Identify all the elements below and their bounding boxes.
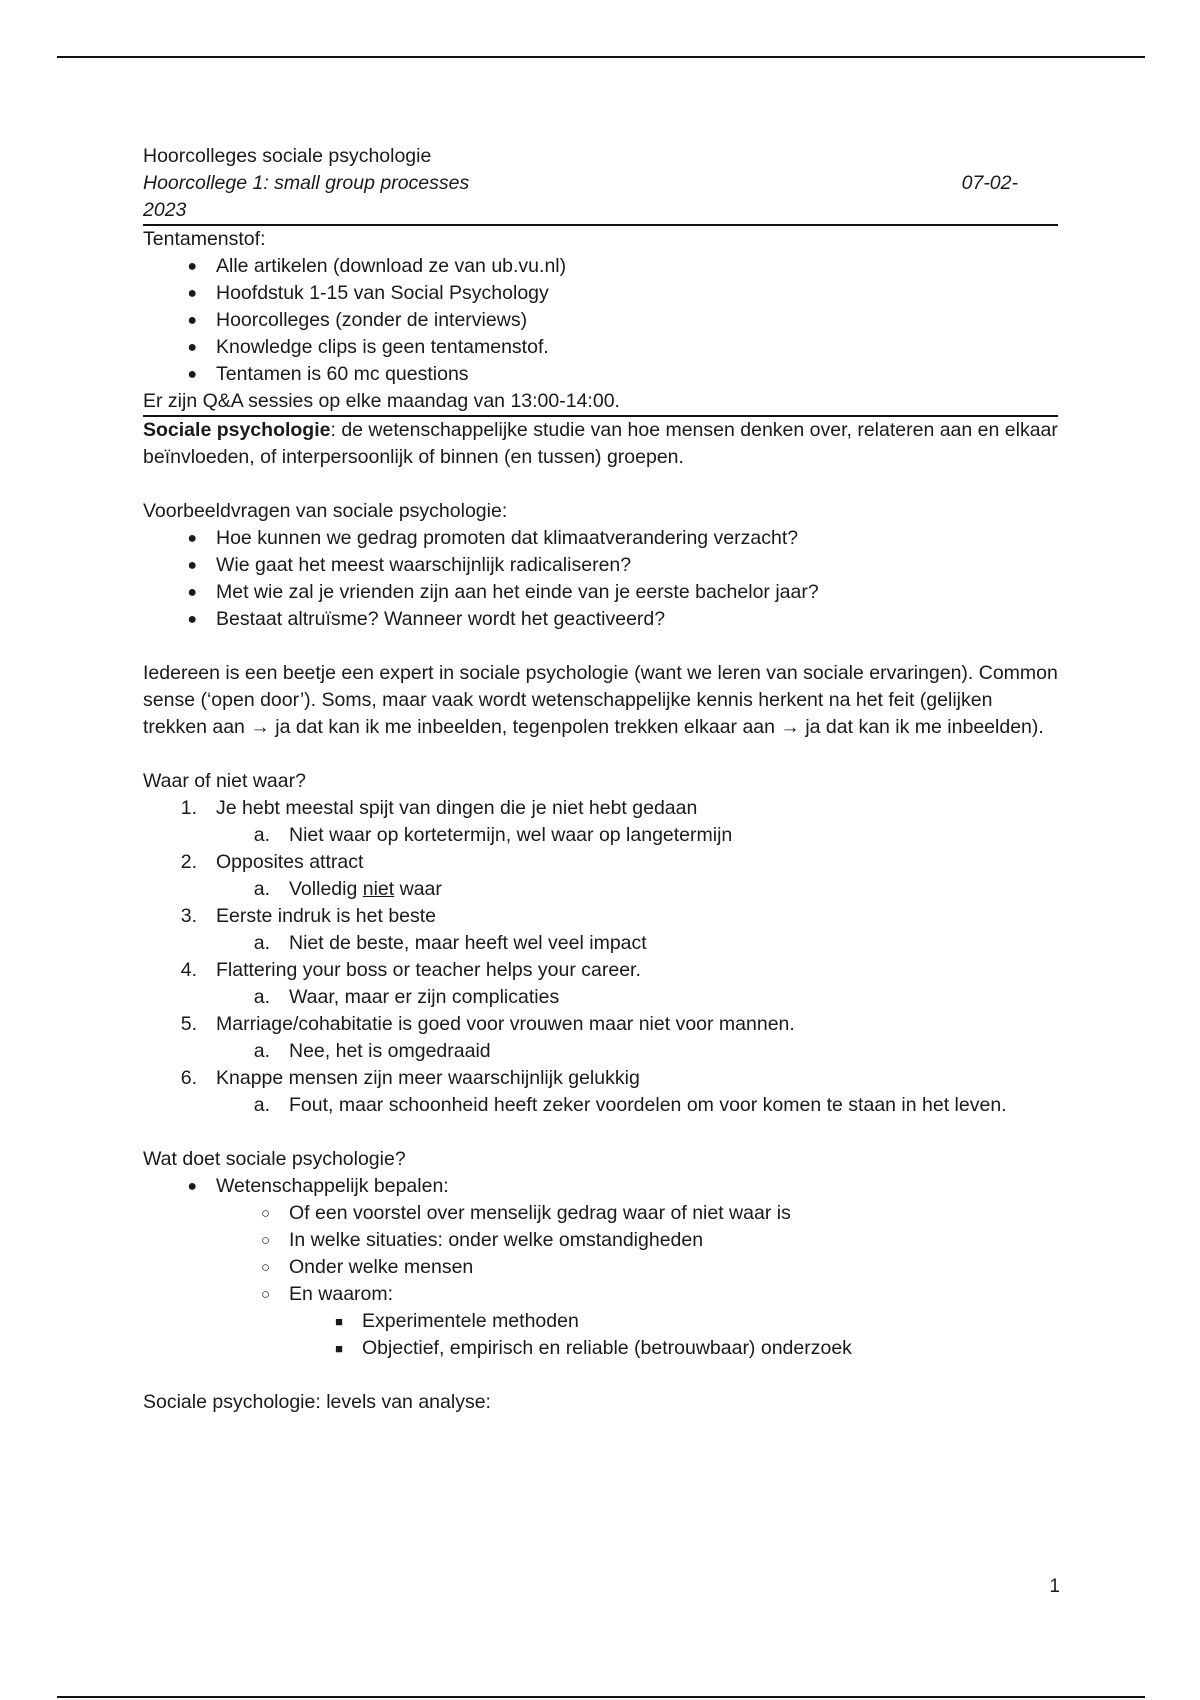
definition-text: : de wetenschappelijke studie van hoe mensen denken over, relateren aan en elkaar beïnvloeden, of interpersoonlijk of binnen (en tussen) groepen. bbox=[143, 419, 1058, 468]
list-item: ● Bestaat altruïsme? Wanneer wordt het geactiveerd? bbox=[143, 606, 1058, 633]
top-rule bbox=[57, 56, 1145, 58]
bullet-icon: ● bbox=[187, 258, 197, 275]
lecture-date-year: 2023 bbox=[143, 197, 1058, 226]
circle-bullet-icon: ○ bbox=[260, 1286, 270, 1303]
bullet-icon: ● bbox=[187, 366, 197, 383]
list-item: ● Tentamen is 60 mc questions bbox=[143, 361, 1058, 388]
list-item: ● Hoe kunnen we gedrag promoten dat klimaatverandering verzacht? bbox=[143, 525, 1058, 552]
list-item: ● Met wie zal je vrienden zijn aan het einde van je eerste bachelor jaar? bbox=[143, 579, 1058, 606]
list-item: ○ En waarom: bbox=[143, 1281, 1058, 1308]
document-body bbox=[143, 143, 1058, 1416]
circle-bullet-icon: ○ bbox=[260, 1259, 270, 1276]
square-bullet-icon: ■ bbox=[335, 1341, 343, 1356]
square-bullet-icon: ■ bbox=[335, 1314, 343, 1329]
lecture-date: 07-02- bbox=[961, 172, 1018, 194]
bullet-icon: ● bbox=[187, 584, 197, 601]
quiz-question: 3. Eerste indruk is het beste bbox=[180, 905, 437, 927]
definition-term: Sociale psychologie bbox=[143, 419, 331, 441]
lecture-subtitle: Hoorcollege 1: small group processes bbox=[143, 172, 470, 194]
tentamen-label: Tentamenstof: bbox=[143, 228, 266, 250]
list-item: ■ Objectief, empirisch en reliable (betrouwbaar) onderzoek bbox=[143, 1335, 1058, 1362]
quiz-question: 1. Je hebt meestal spijt van dingen die je niet hebt gedaan bbox=[180, 797, 698, 819]
document-title: Hoorcolleges sociale psychologie bbox=[143, 145, 432, 167]
list-item: ● Hoorcolleges (zonder de interviews) bbox=[143, 307, 1058, 334]
list-item: ● Knowledge clips is geen tentamenstof. bbox=[143, 334, 1058, 361]
bottom-rule bbox=[57, 1696, 1145, 1698]
levels-heading: Sociale psychologie: levels van analyse: bbox=[143, 1391, 491, 1413]
underlined-word: niet bbox=[362, 878, 395, 900]
bullet-icon: ● bbox=[187, 611, 197, 628]
quiz-label: Waar of niet waar? bbox=[143, 770, 306, 792]
list-item: ■ Experimentele methoden bbox=[143, 1308, 1058, 1335]
expert-paragraph: Iedereen is een beetje een expert in sociale psychologie (want we leren van sociale ervaringen). Common sense (‘open door’). Soms, maar vaak wordt wetenschappelijke kennis herkent na het feit (gelijken trekken aan → ja dat kan ik me inbeelden, tegenpolen trekken elkaar aan → ja dat kan ik me inbeelden). bbox=[143, 662, 1058, 738]
bullet-icon: ● bbox=[187, 557, 197, 574]
quiz-answer: a. Nee, het is omgedraaid bbox=[253, 1040, 491, 1062]
qa-note: Er zijn Q&A sessies op elke maandag van 13:00-14:00. bbox=[143, 388, 1058, 417]
lecture-heading bbox=[143, 170, 1058, 197]
circle-bullet-icon: ○ bbox=[260, 1232, 270, 1249]
list-item: ○ In welke situaties: onder welke omstandigheden bbox=[143, 1227, 1058, 1254]
definition-paragraph bbox=[143, 417, 1058, 471]
examples-label: Voorbeeldvragen van sociale psychologie: bbox=[143, 500, 508, 522]
list-item: ● Wie gaat het meest waarschijnlijk radicaliseren? bbox=[143, 552, 1058, 579]
quiz-answer: a. Waar, maar er zijn complicaties bbox=[253, 986, 560, 1008]
list-item: ○ Of een voorstel over menselijk gedrag waar of niet waar is bbox=[143, 1200, 1058, 1227]
quiz-answer: a. Niet de beste, maar heeft wel veel impact bbox=[253, 932, 647, 954]
bullet-icon: ● bbox=[187, 1178, 197, 1195]
quiz-question: 5. Marriage/cohabitatie is goed voor vrouwen maar niet voor mannen. bbox=[180, 1013, 795, 1035]
quiz-question: 4. Flattering your boss or teacher helps your career. bbox=[180, 959, 641, 981]
quiz-question: 2. Opposites attract bbox=[180, 851, 364, 873]
list-item: ● Alle artikelen (download ze van ub.vu.nl) bbox=[143, 253, 1058, 280]
quiz-question: 6. Knappe mensen zijn meer waarschijnlijk gelukkig bbox=[180, 1067, 640, 1089]
circle-bullet-icon: ○ bbox=[260, 1205, 270, 1222]
bullet-icon: ● bbox=[187, 530, 197, 547]
quiz-answer: a. Fout, maar schoonheid heeft zeker voordelen om voor komen te staan in het leven. bbox=[253, 1094, 1007, 1116]
page-number: 1 bbox=[1049, 1576, 1060, 1597]
list-item: ○ Onder welke mensen bbox=[143, 1254, 1058, 1281]
bullet-icon: ● bbox=[187, 312, 197, 329]
bullet-icon: ● bbox=[187, 285, 197, 302]
list-item: ● Hoofdstuk 1-15 van Social Psychology bbox=[143, 280, 1058, 307]
what-label: Wat doet sociale psychologie? bbox=[143, 1148, 406, 1170]
list-item: ● Wetenschappelijk bepalen: bbox=[143, 1173, 1058, 1200]
quiz-answer: a. Niet waar op kortetermijn, wel waar op langetermijn bbox=[253, 824, 733, 846]
bullet-icon: ● bbox=[187, 339, 197, 356]
quiz-answer: a. Volledig niet waar bbox=[253, 878, 442, 900]
